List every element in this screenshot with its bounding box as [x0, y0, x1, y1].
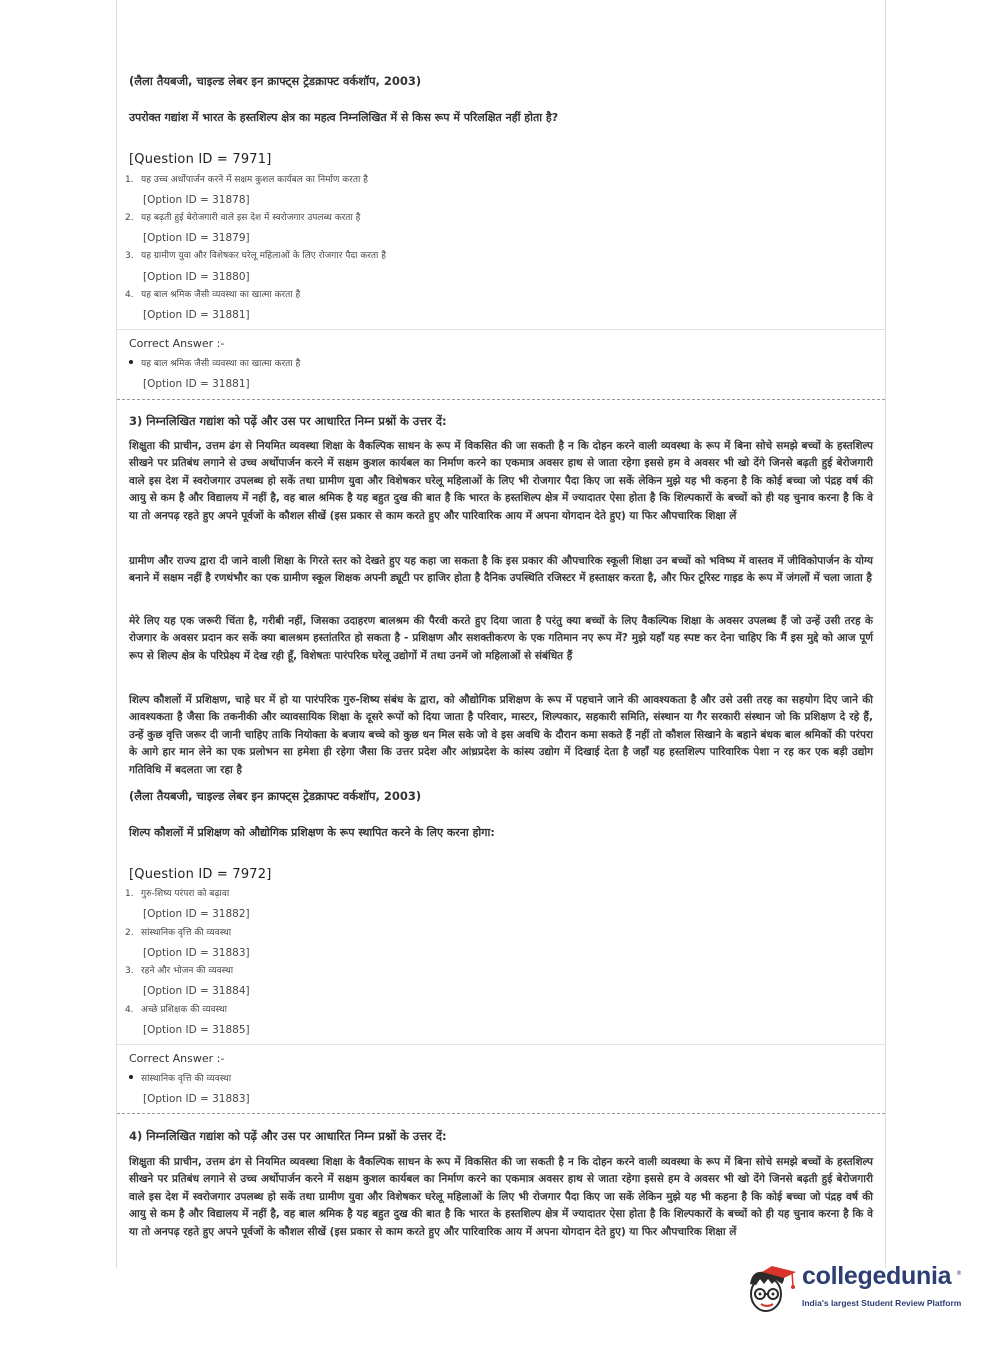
option-id: [Option ID = 31879]	[143, 232, 250, 244]
passage-heading: 4) निम्नलिखित गद्यांश को पढ़ें और उस पर आधारित निम्न प्रश्नों के उत्तर दें:	[129, 1129, 447, 1143]
option-1: 1. यह उच्च अर्थोपार्जन करने में सक्षम कुशल कार्यबल का निर्माण करता है	[125, 175, 368, 185]
citation: (लैला तैयबजी, चाइल्ड लेबर इन क्राफ्ट्स ट्रेडक्राफ्ट वर्कशॉप, 2003)	[129, 789, 422, 803]
option-id: [Option ID = 31882]	[143, 908, 250, 920]
option-4: 4. अच्छे प्रशिक्षक की व्यवस्था	[125, 1005, 227, 1015]
divider	[117, 329, 885, 330]
question-text: शिल्प कौशलों में प्रशिक्षण को औद्योगिक प्रशिक्षण के रूप स्थापित करने के लिए करना होगा:	[129, 826, 495, 839]
option-id: [Option ID = 31880]	[143, 271, 250, 283]
correct-option-id: [Option ID = 31881]	[143, 378, 250, 390]
registered-mark: ®	[956, 1270, 962, 1277]
question-text: उपरोक्त गद्यांश में भारत के हस्तशिल्प क्षेत्र का महत्व निम्नलिखित में से किस रूप में परिलक्षित नहीं होता है?	[129, 111, 559, 124]
logo-wordmark: collegedunia	[802, 1262, 952, 1290]
logo-tagline: India's largest Student Review Platform	[802, 1298, 962, 1308]
correct-answer-text: यह बाल श्रमिक जैसी व्यवस्था का खात्मा करता है	[141, 359, 301, 369]
section-separator	[117, 1113, 885, 1114]
divider	[117, 1044, 885, 1045]
option-2: 2. सांस्थानिक वृत्ति की व्यवस्था	[125, 928, 232, 938]
correct-answer-text: सांस्थानिक वृत्ति की व्यवस्था	[141, 1074, 232, 1084]
option-id: [Option ID = 31884]	[143, 985, 250, 997]
correct-answer-label: Correct Answer :-	[129, 337, 225, 350]
section-separator	[117, 399, 885, 400]
citation: (लैला तैयबजी, चाइल्ड लेबर इन क्राफ्ट्स ट्रेडक्राफ्ट वर्कशॉप, 2003)	[129, 74, 422, 88]
bullet-icon	[129, 360, 133, 364]
document-page	[116, 0, 886, 1268]
option-1: 1. गुरु-शिष्य परंपरा को बढ़ावा	[125, 889, 230, 899]
option-id: [Option ID = 31883]	[143, 947, 250, 959]
correct-answer-label: Correct Answer :-	[129, 1052, 225, 1065]
collegedunia-logo[interactable]	[742, 1254, 972, 1318]
option-id: [Option ID = 31885]	[143, 1024, 250, 1036]
passage-paragraph: शिक्षुता की प्राचीन, उत्तम ढंग से नियमित व्यवस्था शिक्षा के वैकल्पिक साधन के रूप में विकसित की जा सकती है न कि दोहन करने वाली व्यवस्था के रूप में बिना सोचे समझे बच्चों के हस्तशिल्प सीखने पर प्रतिबंध लगाने से उच्च अर्थोपार्जन करने में सक्षम कुशल कार्यबल का निर्माण करने का एकमात्र अवसर हाथ से जाता रहेगा इससे हम वे अवसर भी खो देंगे जिनसे बढ़ती हुई बेरोजगारी वाले इस देश में स्वरोजगार उपलब्ध हो सकें तथा ग्रामीण युवा और विशेषकर घरेलू महिलाओं के लिए भी रोजगार पैदा किए जा सकें लेकिन मुझे यह भी कहना है कि कोई बच्चा जो पंद्रह वर्ष की आयु से कम है और विद्यालय में नहीं है, वह बाल श्रमिक है यह बहुत दुख की बात है कि भारत के हस्तशिल्प क्षेत्र में ज्यादातर ऐसा होता है कि शिल्पकारों के बच्चों को ही यह चुनाव करना है कि वे या तो अनपढ़ रहते हुए अपने पूर्वजों के कौशल सीखें (इस प्रकार से काम करते हुए और पारिवारिक आय में अपना योगदान देते हुए) या फिर औपचारिक शिक्षा लें	[129, 440, 873, 522]
bullet-icon	[129, 1075, 133, 1079]
option-id: [Option ID = 31881]	[143, 309, 250, 321]
question-id: [Question ID = 7972]	[129, 867, 272, 882]
option-3: 3. रहने और भोजन की व्यवस्था	[125, 966, 234, 976]
passage-paragraph: मेरे लिए यह एक जरूरी चिंता है, गरीबी नहीं, जिसका उदाहरण बालश्रम की पैरवी करते हुए दिया जाता है परंतु क्या बच्चों के लिए वैकल्पिक शिक्षा के अवसर उपलब्ध हैं जो उन्हें उसी तरह के रोजगार के अवसर प्रदान कर सकें क्या बालश्रम हस्तांतरित हो सकता है - प्रशिक्षण और सशक्तीकरण के एक गतिमान नए रूप में? मुझे यहाँ यह स्पष्ट कर देना चाहिए कि मैं इस मुद्दे को आज पूर्ण रूप से शिल्प क्षेत्र के परिप्रेक्ष्य में देख रही हूँ, विशेषतः पारंपरिक घरेलू उद्योगों में तथा उनमें जो महिलाओं से संबंधित हैं	[129, 615, 873, 662]
option-id: [Option ID = 31878]	[143, 194, 250, 206]
mascot-with-graduation-cap-icon	[742, 1258, 798, 1314]
option-3: 3. यह ग्रामीण युवा और विशेषकर घरेलू महिलाओं के लिए रोजगार पैदा करता है	[125, 251, 387, 261]
question-id: [Question ID = 7971]	[129, 152, 272, 167]
passage-heading: 3) निम्नलिखित गद्यांश को पढ़ें और उस पर आधारित निम्न प्रश्नों के उत्तर दें:	[129, 414, 447, 428]
passage-paragraph: शिल्प कौशलों में प्रशिक्षण, चाहे घर में हो या पारंपरिक गुरु-शिष्य संबंध के द्वारा, को औद्योगिक प्रशिक्षण के रूप में पहचाने जाने की आवश्यकता है और उसे उसी तरह का सहयोग दिए जाने की आवश्यकता है जैसा कि तकनीकी और व्यावसायिक शिक्षा के दूसरे रूपों को दिया जाता है परिवार, मास्टर, शिल्पकार, सहकारी समिति, संस्थान या गैर सरकारी संस्थान जो कि प्रशिक्षण दे रहे हैं, उन्हें कुछ वृत्ति जरूर दी जानी चाहिए ताकि नियोक्ता के बजाय बच्चे को कुछ धन मिल सके जो वे इस अवधि के दौरान कमा सकते हैं नहीं तो कौशल सिखाने के बहाने बंधक बाल श्रमिकों की परंपरा के आगे हार मान लेने का एक प्रलोभन सा हमेशा ही रहेगा जैसा कि उत्तर प्रदेश और आंध्रप्रदेश के कांस्य उद्योग में दिखाई देता है जहाँ यह हस्तशिल्प पारिवारिक पेशा न रह कर एक बड़ी उद्योग गतिविधि में बदलता जा रहा है	[129, 694, 873, 776]
correct-option-id: [Option ID = 31883]	[143, 1093, 250, 1105]
passage-paragraph: ग्रामीण और राज्य द्वारा दी जाने वाली शिक्षा के गिरते स्तर को देखते हुए यह कहा जा सकता है कि इस प्रकार की औपचारिक स्कूली शिक्षा उन बच्चों को भविष्य में वास्तव में जीविकोपार्जन के योग्य बनाने में सक्षम नहीं है रणथंभौर का एक ग्रामीण स्कूल शिक्षक अपनी ड्यूटी पर हाजिर होता है दैनिक उपस्थिति रजिस्टर में हस्ताक्षर करता है, और फिर टूरिस्ट गाइड के रूप में जंगलों में चला जाता है	[129, 555, 873, 585]
option-2: 2. यह बढ़ती हुई बेरोजगारी वाले इस देश में स्वरोजगार उपलब्ध करता है	[125, 213, 361, 223]
option-4: 4. यह बाल श्रमिक जैसी व्यवस्था का खात्मा करता है	[125, 290, 301, 300]
passage-paragraph: शिक्षुता की प्राचीन, उत्तम ढंग से नियमित व्यवस्था शिक्षा के वैकल्पिक साधन के रूप में विकसित की जा सकती है न कि दोहन करने वाली व्यवस्था के रूप में बिना सोचे समझे बच्चों के हस्तशिल्प सीखने पर प्रतिबंध लगाने से उच्च अर्थोपार्जन करने में सक्षम कुशल कार्यबल का निर्माण करने का एकमात्र अवसर हाथ से जाता रहेगा इससे हम वे अवसर भी खो देंगे जिनसे बढ़ती हुई बेरोजगारी वाले इस देश में स्वरोजगार उपलब्ध हो सकें तथा ग्रामीण युवा और विशेषकर घरेलू महिलाओं के लिए भी रोजगार पैदा किए जा सकें लेकिन मुझे यह भी कहना है कि कोई बच्चा जो पंद्रह वर्ष की आयु से कम है और विद्यालय में नहीं है, वह बाल श्रमिक है यह बहुत दुख की बात है कि भारत के हस्तशिल्प क्षेत्र में ज्यादातर ऐसा होता है कि शिल्पकारों के बच्चों को ही यह चुनाव करना है कि वे या तो अनपढ़ रहते हुए अपने पूर्वजों के कौशल सीखें (इस प्रकार से काम करते हुए और पारिवारिक आय में अपना योगदान देते हुए) या फिर औपचारिक शिक्षा लें	[129, 1156, 873, 1238]
